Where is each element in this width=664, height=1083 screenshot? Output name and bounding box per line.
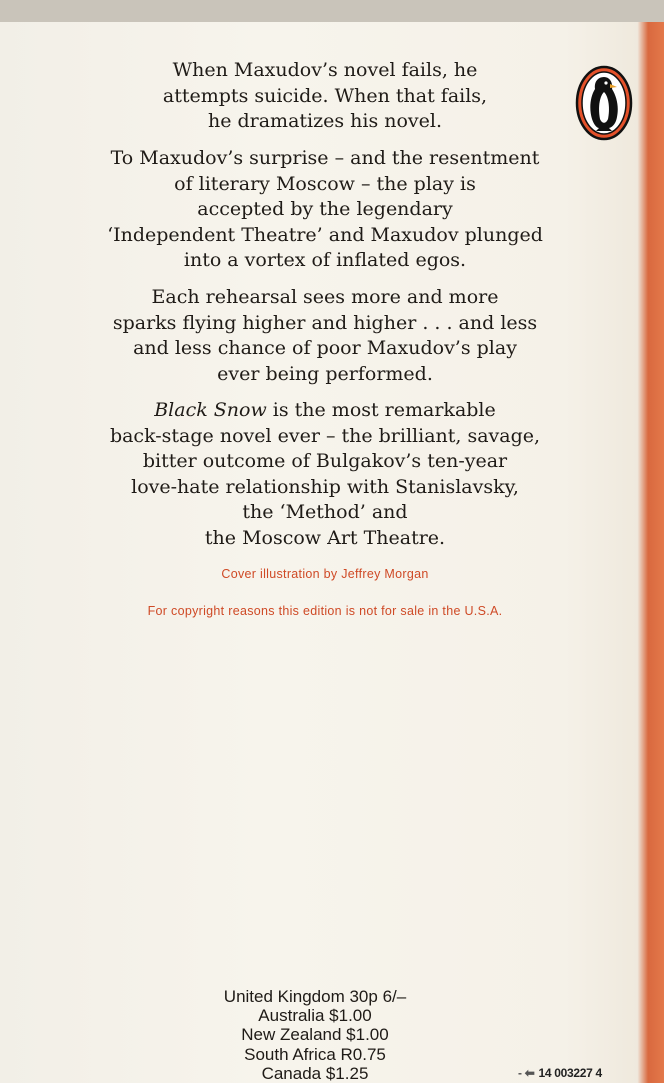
blurb-line — [60, 398, 590, 424]
blurb-line: back-stage novel ever – the brilliant, savage, — [109, 424, 541, 447]
blurb-line: When Maxudov’s novel fails, he — [172, 59, 478, 81]
price-line: Australia $1.00 — [258, 1006, 372, 1026]
price-line: New Zealand $1.00 — [241, 1025, 389, 1045]
blurb-line: sparks flying higher and higher . . . and less — [112, 311, 538, 334]
price-line: United Kingdom 30p 6/– — [223, 987, 407, 1006]
blurb-line: and less chance of poor Maxudov’s play — [133, 337, 517, 359]
price-line: Canada $1.25 — [261, 1063, 369, 1083]
blurb-paragraph-2 — [60, 146, 590, 274]
illustration-credit: Cover illustration by Jeffrey Morgan — [221, 567, 429, 581]
price-line: South Africa R0.75 — [244, 1044, 386, 1064]
blurb-line: he dramatizes his novel. — [207, 110, 443, 132]
blurb-line-rest: is the most remarkable — [266, 399, 496, 421]
blurb-paragraph-1 — [60, 58, 590, 135]
price-list — [180, 987, 450, 1083]
blurb-line: accepted by the legendary — [197, 198, 453, 220]
book-title: Black Snow — [154, 399, 267, 421]
blurb-line: bitter outcome of Bulgakov’s ten-year — [142, 450, 508, 472]
copyright-notice: For copyright reasons this edition is not for sale in the U.S.A. — [147, 604, 503, 618]
blurb-line: into a vortex of inflated egos. — [183, 249, 467, 271]
isbn-code — [518, 1066, 602, 1080]
blurb-paragraph-4 — [60, 398, 590, 551]
blurb-paragraph-3 — [60, 285, 590, 387]
blurb-line: To Maxudov’s surprise – and the resentment — [110, 147, 540, 169]
blurb-line: attempts suicide. When that fails, — [162, 84, 488, 107]
blurb-line: ever being performed. — [217, 362, 433, 385]
isbn-number: 14 003227 4 — [538, 1066, 602, 1080]
blurb-line: of literary Moscow – the play is — [174, 172, 476, 195]
blurb-line: ‘Independent Theatre’ and Maxudov plunged — [107, 223, 543, 246]
blurb-line: the Moscow Art Theatre. — [204, 526, 446, 549]
arrow-icon: - ⬅ — [518, 1066, 535, 1080]
scan-top-edge — [0, 0, 664, 22]
blurb-line: the ‘Method’ and — [242, 501, 408, 523]
blurb-line: love-hate relationship with Stanislavsky, — [131, 475, 519, 498]
blurb-line: Each rehearsal sees more and more — [151, 286, 499, 308]
